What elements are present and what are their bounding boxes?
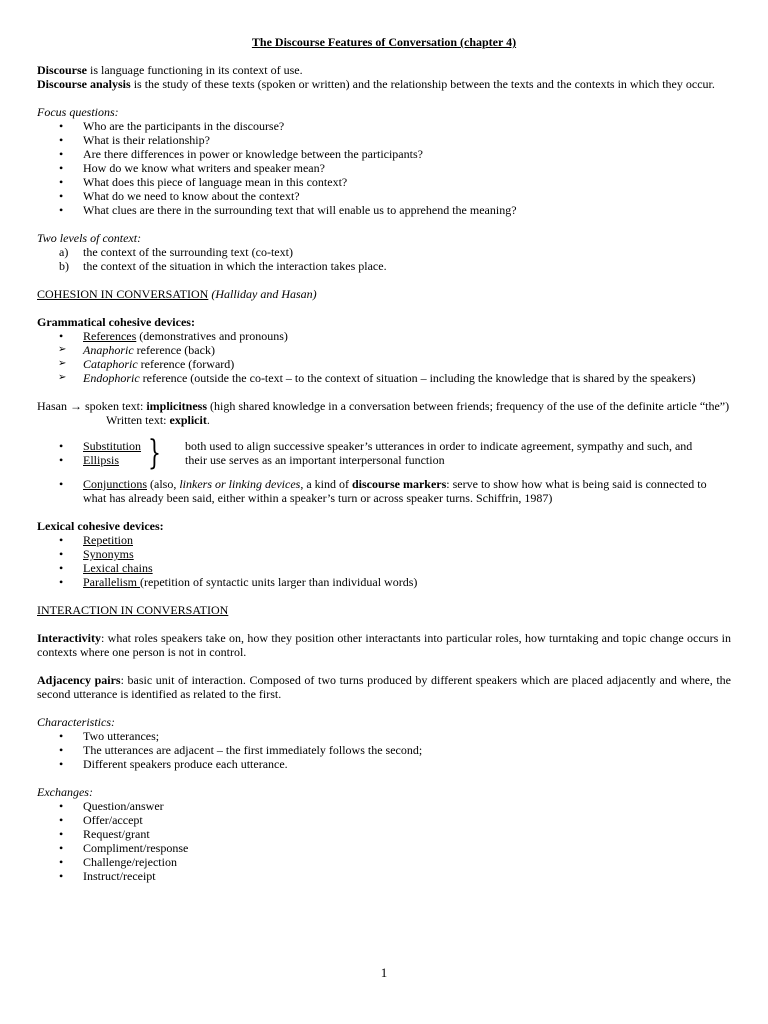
discourse-analysis-definition: Discourse analysis is the study of these texts (spoken or written) and the relationship between the texts and the contexts in which they occur.: [37, 77, 715, 91]
reference-types-list: [37, 343, 731, 385]
references-list: [37, 329, 731, 343]
focus-list: [37, 119, 731, 217]
list-item: • Synonyms: [37, 547, 731, 561]
list-item: • How do we know what writers and speaker mean?: [37, 161, 731, 175]
levels-heading: Two levels of context:: [37, 231, 142, 245]
list-item: • Ellipsis: [37, 453, 731, 467]
adjacency-paragraph: Adjacency pairs: basic unit of interaction. Composed of two turns produced by different speakers which are placed adjacently and where, the second utterance is identified as related to the first.: [37, 673, 732, 701]
levels-list: [37, 245, 731, 273]
list-item: • Offer/accept: [37, 813, 731, 827]
list-item: • Request/grant: [37, 827, 731, 841]
substitution-ellipsis-block: [37, 433, 731, 473]
characteristics-heading: Characteristics:: [37, 715, 115, 729]
written-text-line: Written text: explicit.: [106, 413, 210, 427]
list-item: • Lexical chains: [37, 561, 731, 575]
substitution-ellipsis-note: both used to align successive speaker’s utterances in order to indicate agreement, sympathy and such, and their use serves as an important interpersonal function: [185, 439, 693, 467]
focus-heading: Focus questions:: [37, 105, 119, 119]
list-item: • Two utterances;: [37, 729, 731, 743]
arrow-icon: →: [70, 399, 82, 413]
list-item: • What does this piece of language mean in this context?: [37, 175, 731, 189]
list-item: • What do we need to know about the context?: [37, 189, 731, 203]
lexical-heading: Lexical cohesive devices:: [37, 519, 164, 533]
list-item: • Different speakers produce each utterance.: [37, 757, 731, 771]
list-item: b) the context of the situation in which the interaction takes place.: [59, 259, 387, 273]
list-item: • The utterances are adjacent – the first immediately follows the second;: [37, 743, 731, 757]
list-item: • Compliment/response: [37, 841, 731, 855]
interaction-heading: INTERACTION IN CONVERSATION: [37, 603, 229, 617]
curly-brace-icon: }: [148, 433, 161, 473]
list-item: • Substitution: [37, 439, 731, 453]
interactivity-paragraph: Interactivity: what roles speakers take on, how they position other interactants into particular roles, how turntaking and topic change occurs in contexts where one person is not in control.: [37, 631, 731, 659]
list-item: • Challenge/rejection: [37, 855, 731, 869]
list-item: • Conjunctions (also, linkers or linking devices, a kind of discourse markers: serve to show how what is being said is connected to what has already been said, either within a speaker’s turn or across speaker turns. Schiffrin, 1987): [37, 477, 731, 505]
list-item: • Parallelism (repetition of syntactic units larger than individual words): [37, 575, 731, 589]
list-item: ➢ Cataphoric reference (forward): [37, 357, 731, 371]
list-item: • Who are the participants in the discourse?: [37, 119, 731, 133]
cohesion-heading: COHESION IN CONVERSATION (Halliday and Hasan): [37, 287, 317, 301]
exchanges-list: [37, 799, 731, 883]
exchanges-heading: Exchanges:: [37, 785, 93, 799]
grammatical-heading: Grammatical cohesive devices:: [37, 315, 195, 329]
list-item: ➢ Endophoric reference (outside the co-text – to the context of situation – including the knowledge that is shared by the speakers): [37, 371, 731, 385]
list-item: ➢ Anaphoric reference (back): [37, 343, 731, 357]
conjunctions-list: [37, 477, 731, 505]
page-number: 1: [380, 965, 388, 980]
hasan-paragraph: Hasan → spoken text: implicitness (high shared knowledge in a conversation between friends; frequency of the use of the definite article “the”): [37, 399, 730, 413]
document-page: [37, 35, 731, 883]
discourse-definition: Discourse is language functioning in its context of use.: [37, 63, 303, 77]
list-item: • What is their relationship?: [37, 133, 731, 147]
list-item: • Repetition: [37, 533, 731, 547]
characteristics-list: [37, 729, 731, 771]
list-item: • References (demonstratives and pronouns): [37, 329, 731, 343]
list-item: • Are there differences in power or knowledge between the participants?: [37, 147, 731, 161]
list-item: • What clues are there in the surrounding text that will enable us to apprehend the meaning?: [37, 203, 731, 217]
list-item: • Instruct/receipt: [37, 869, 731, 883]
page-title: The Discourse Features of Conversation (chapter 4): [251, 35, 517, 49]
list-item: a) the context of the surrounding text (co-text): [59, 245, 293, 259]
list-item: • Question/answer: [37, 799, 731, 813]
lexical-list: [37, 533, 731, 589]
